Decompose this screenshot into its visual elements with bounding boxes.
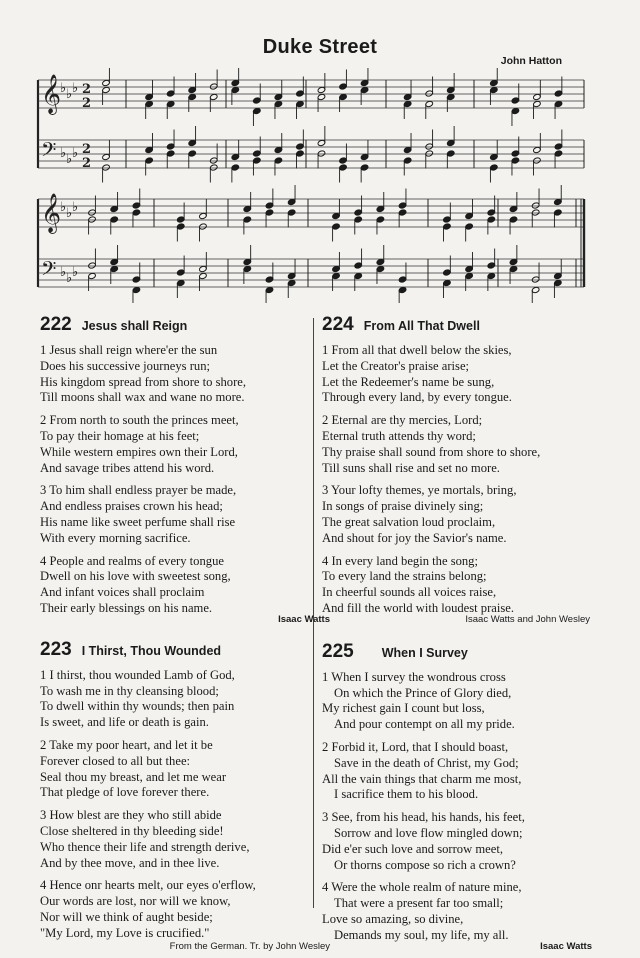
- lyric-line: 3 How blest are they who still abide: [40, 808, 222, 823]
- lyric-line: Seal thou my breast, and let me wear: [40, 769, 227, 784]
- stanza: [40, 808, 330, 871]
- hymn-222: [40, 314, 330, 625]
- lyric-line: Till suns shall rise and set no more.: [322, 460, 500, 475]
- lyric-line: Does his successive journeys run;: [40, 358, 210, 373]
- lyric-line: Or thorns compose so rich a crown?: [334, 857, 516, 872]
- lyric-line: 3 See, from his head, his hands, his feet,: [322, 810, 525, 825]
- lyric-line: And savage tribes attend his word.: [40, 460, 215, 475]
- stanza: [40, 554, 330, 617]
- svg-text:2: 2: [82, 142, 92, 157]
- stanza: [40, 343, 330, 406]
- lyric-line: Till moons shall wax and wane no more.: [40, 390, 245, 405]
- svg-text:♭: ♭: [66, 271, 73, 286]
- lyric-line: Nor will we think of aught beside;: [40, 909, 213, 924]
- lyric-line: 4 Hence onr hearts melt, our eyes o'erflow,: [40, 878, 256, 893]
- music-system: [38, 68, 584, 183]
- hymn-author: From the German. Tr. by John Wesley: [169, 940, 330, 952]
- hymn-title: When I Survey: [381, 645, 468, 660]
- svg-text:𝄢: 𝄢: [41, 257, 57, 285]
- tune-title: Duke Street: [262, 36, 378, 58]
- hymn-author: Isaac Watts and John Wesley: [465, 613, 590, 625]
- hymn-title: From All That Dwell: [363, 319, 480, 333]
- lyric-line: And pour contempt on all my pride.: [334, 717, 515, 732]
- hymn-author: Isaac Watts: [278, 613, 330, 625]
- lyric-line: To pay their homage at his feet;: [40, 428, 200, 443]
- lyric-line: And endless praises crown his head;: [40, 499, 223, 514]
- lyric-line: In cheerful sounds all voices raise,: [322, 585, 497, 600]
- lyric-line: While western empires own their Lord,: [40, 444, 238, 459]
- lyric-line: And fill the world with loudest praise.: [322, 600, 515, 615]
- hymn-number: 224: [322, 314, 354, 335]
- stanza: [322, 483, 622, 546]
- left-column: [40, 314, 330, 952]
- lyric-line: 3 Your lofty themes, ye mortals, bring,: [322, 483, 517, 498]
- composer: John Hatton: [500, 55, 562, 67]
- hymn-number: 223: [40, 638, 72, 660]
- lyric-line: "My Lord, my Love is crucified.": [40, 925, 210, 940]
- svg-text:𝄞: 𝄞: [41, 193, 62, 233]
- svg-text:♭: ♭: [72, 200, 79, 215]
- lyric-line: To dwell within thy wounds; then pain: [40, 699, 235, 714]
- lyric-line: And shout for joy the Savior's name.: [322, 530, 507, 545]
- stanza: [40, 483, 330, 546]
- lyric-line: In songs of praise divinely sing;: [322, 499, 484, 514]
- stanza: [322, 880, 622, 943]
- hymn-223: [40, 639, 330, 952]
- hymn-225: [322, 641, 622, 952]
- lyric-line: 4 Were the whole realm of nature mine,: [322, 880, 522, 895]
- lyric-line: Demands my soul, my life, my all.: [334, 927, 509, 942]
- hymn-number: 222: [40, 314, 72, 335]
- lyric-line: On which the Prince of Glory died,: [334, 685, 512, 700]
- hymn-title: Jesus shall Reign: [81, 319, 188, 333]
- svg-text:♭: ♭: [60, 146, 67, 161]
- svg-text:𝄢: 𝄢: [41, 138, 57, 166]
- svg-text:2: 2: [82, 156, 92, 171]
- lyric-line: Dwell on his love with sweetest song,: [40, 569, 231, 584]
- svg-text:♭: ♭: [72, 265, 79, 280]
- lyric-line: Close sheltered in thy bleeding side!: [40, 823, 224, 838]
- lyric-line: His name like sweet perfume shall rise: [40, 514, 236, 529]
- lyric-line: To wash me in thy cleansing blood;: [40, 683, 219, 698]
- lyric-line: 4 People and realms of every tongue: [40, 553, 224, 568]
- svg-text:2: 2: [82, 96, 92, 111]
- svg-text:♭: ♭: [60, 200, 67, 215]
- lyric-line: Save in the death of Christ, my God;: [334, 755, 519, 770]
- stanza: [40, 668, 330, 731]
- stanza: [40, 878, 330, 941]
- lyric-line: Who thence their life and strength derive,: [40, 839, 250, 854]
- music-score: [28, 68, 588, 303]
- stanza: [40, 738, 330, 801]
- lyric-line: Forever closed to all but thee:: [40, 753, 191, 768]
- lyric-line: 1 From all that dwell below the skies,: [322, 343, 512, 357]
- stanza: [322, 413, 622, 476]
- lyric-line: My richest gain I count but loss,: [322, 701, 485, 716]
- lyric-line: 1 Jesus shall reign where'er the sun: [40, 343, 218, 357]
- lyric-line: 2 Forbid it, Lord, that I should boast,: [322, 739, 509, 754]
- lyric-line: That pledge of love forever there.: [40, 785, 210, 800]
- stanza: [322, 554, 622, 617]
- svg-text:♭: ♭: [60, 81, 67, 96]
- hymn-number: 225: [322, 640, 354, 662]
- lyric-line: 3 To him shall endless prayer be made,: [40, 483, 237, 498]
- lyric-line: 4 In every land begin the song;: [322, 553, 478, 568]
- svg-text:♭: ♭: [72, 81, 79, 96]
- lyric-line: His kingdom spread from shore to shore,: [40, 374, 247, 389]
- stanza: [322, 343, 622, 406]
- lyric-line: The great salvation loud proclaim,: [322, 514, 496, 529]
- lyric-line: 2 Eternal are thy mercies, Lord;: [322, 413, 483, 428]
- svg-text:♭: ♭: [66, 87, 73, 102]
- svg-text:♭: ♭: [66, 206, 73, 221]
- lyric-line: Sorrow and love flow mingled down;: [334, 825, 523, 840]
- hymn-title: I Thirst, Thou Wounded: [81, 643, 222, 658]
- lyric-line: Did e'er such love and sorrow meet,: [322, 841, 503, 856]
- svg-text:2: 2: [82, 82, 92, 97]
- music-system: [38, 185, 584, 303]
- lyric-line: 1 I thirst, thou wounded Lamb of God,: [40, 667, 235, 682]
- svg-text:𝄞: 𝄞: [41, 74, 62, 114]
- stanza: [322, 740, 622, 803]
- lyric-line: Let the Redeemer's name be sung,: [322, 374, 495, 389]
- lyric-line: 1 When I survey the wondrous cross: [322, 669, 506, 684]
- lyric-line: Love so amazing, so divine,: [322, 911, 464, 926]
- lyric-line: Eternal truth attends thy word;: [322, 428, 476, 443]
- lyric-line: With every morning sacrifice.: [40, 530, 191, 545]
- lyric-line: To every land the strains belong;: [322, 569, 487, 584]
- svg-text:♭: ♭: [66, 152, 73, 167]
- lyric-line: Let the Creator's praise arise;: [322, 358, 470, 373]
- stanza: [40, 413, 330, 476]
- lyric-line: 2 Take my poor heart, and let it be: [40, 737, 213, 752]
- lyric-line: Is sweet, and life or death is gain.: [40, 715, 209, 730]
- hymn-author: Isaac Watts: [540, 940, 592, 952]
- stanza: [322, 670, 622, 733]
- lyric-line: I sacrifice them to his blood.: [334, 787, 479, 802]
- lyric-line: And by thee move, and in thee live.: [40, 855, 220, 870]
- hymn-224: [322, 314, 622, 625]
- lyric-line: And infant voices shall proclaim: [40, 585, 205, 600]
- lyric-line: That were a present far too small;: [334, 896, 504, 911]
- lyric-line: Our words are lost, nor will we know,: [40, 894, 231, 909]
- lyric-line: Their early blessings on his name.: [40, 600, 213, 615]
- svg-text:♭: ♭: [60, 265, 67, 280]
- lyric-line: 2 From north to south the princes meet,: [40, 413, 239, 428]
- lyric-line: All the vain things that charm me most,: [322, 771, 522, 786]
- right-column: [322, 314, 622, 952]
- stanza: [322, 810, 622, 873]
- svg-text:♭: ♭: [72, 146, 79, 161]
- lyric-line: Thy praise shall sound from shore to shore,: [322, 444, 541, 459]
- lyric-line: Through every land, by every tongue.: [322, 390, 512, 405]
